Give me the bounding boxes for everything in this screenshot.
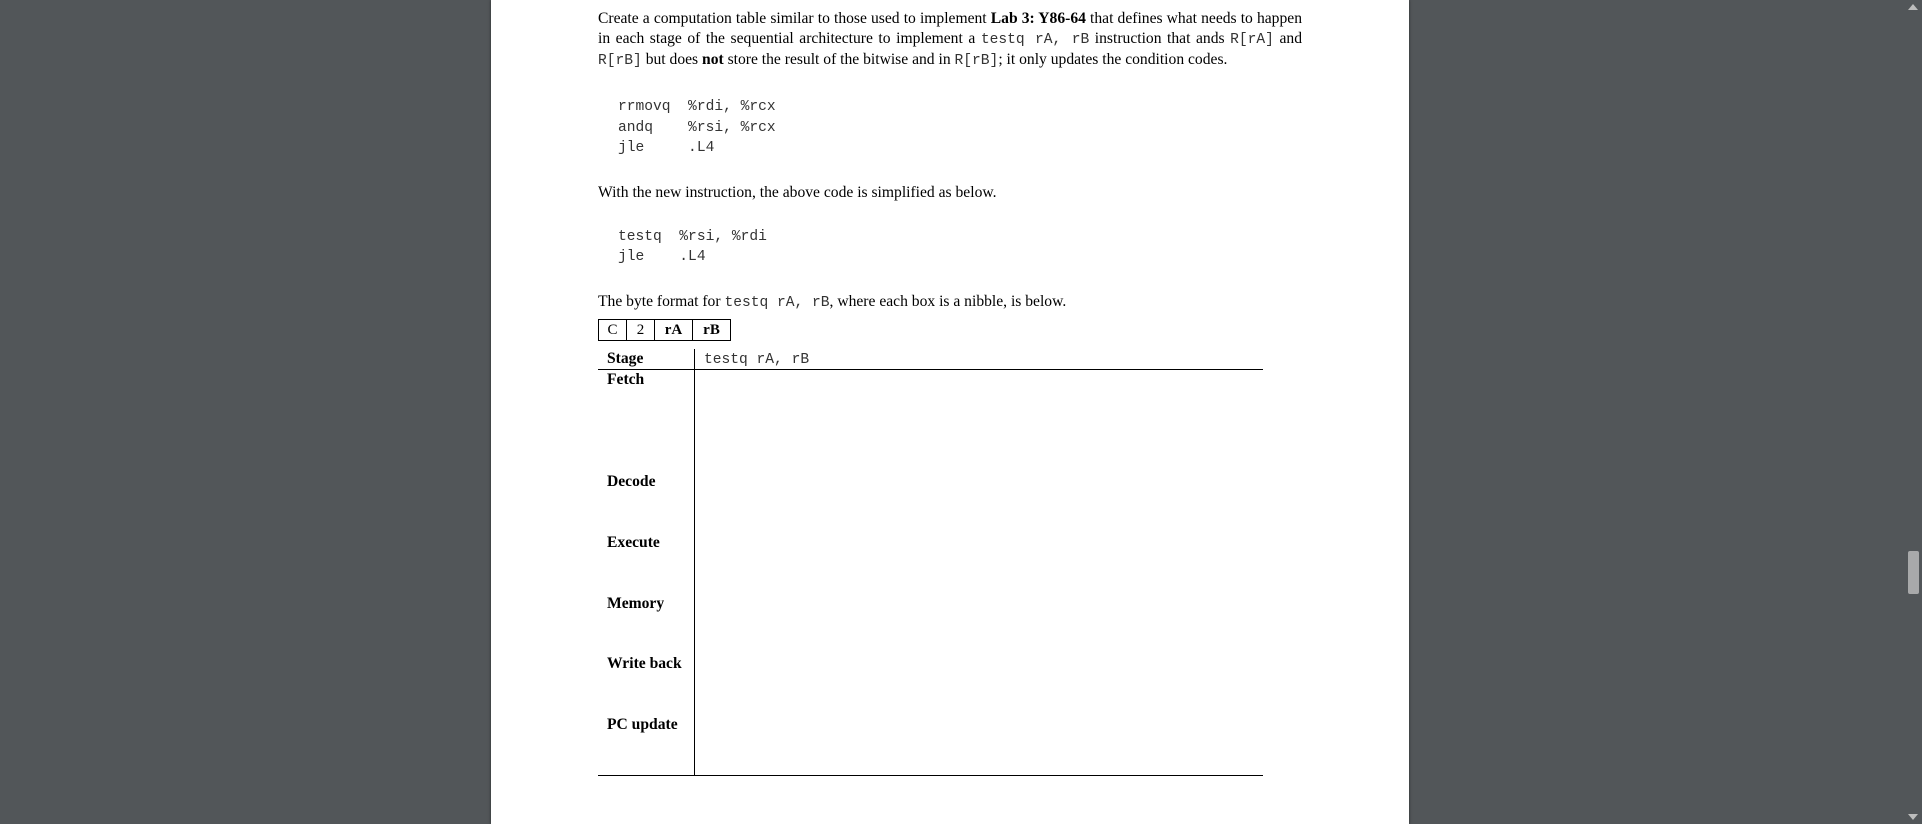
page-content [598,9,1302,785]
text-span: that defines what needs to happen in each stage of the sequential architecture to implement a [598,10,1302,47]
stage-pc-update: PC update [607,715,678,733]
stage-memory: Memory [607,594,665,612]
table-column-divider [694,349,695,776]
code-line: andq %rsi, %rcx [618,119,776,136]
code-block-original [618,97,1302,159]
code-line: testq %rsi, %rdi [618,228,767,245]
nibble-box-ifun: 2 [626,319,655,341]
inline-code-instruction: testq rA, rB [980,32,1090,48]
text-span: store the result of the bitwise and in [723,51,955,68]
stage-write-back: Write back [607,654,682,672]
code-line: rrmovq %rdi, %rcx [618,99,776,115]
stage-column-header: Stage [607,349,644,367]
scroll-up-icon[interactable] [1908,4,1918,10]
byte-format-paragraph [598,292,1302,313]
text-span: and [1273,30,1302,47]
intro-paragraph [598,9,1302,71]
nibble-box-rb: rB [692,319,731,341]
code-line: jle .L4 [618,249,706,265]
table-header-rule [598,369,1263,370]
stage-decode: Decode [607,472,656,490]
inline-code-instruction: testq rA, rB [724,294,830,311]
nibble-box-ra: rA [654,319,693,341]
text-span: instruction that ands [1089,30,1231,47]
instruction-column-header: testq rA, rB [704,351,810,368]
byte-format-boxes [598,319,1302,341]
code-line: jle .L4 [618,140,715,156]
text-span: , where each box is a nibble, is below. [829,292,1067,310]
scrollbar-thumb[interactable] [1908,551,1919,594]
stage-execute: Execute [607,533,660,551]
vertical-scrollbar[interactable] [1905,0,1922,824]
text-span: ; it only updates the condition codes. [998,51,1228,68]
code-block-simplified [618,227,1302,268]
simplified-paragraph: With the new instruction, the above code is simplified as below. [598,183,997,201]
computation-table [598,349,1263,785]
text-span: The byte format for [598,292,725,310]
not-emphasis: not [702,51,724,68]
inline-code-rb: R[rB] [598,53,642,69]
text-span: Create a computation table similar to those used to implement [598,10,991,27]
scroll-down-icon[interactable] [1908,814,1918,820]
text-span: but does [641,51,703,68]
stage-fetch: Fetch [607,370,645,388]
document-page [491,0,1409,824]
lab-reference: Lab 3: Y86-64 [990,10,1086,27]
nibble-box-icode: C [598,319,627,341]
inline-code-ra: R[rA] [1230,32,1274,48]
inline-code-rb: R[rB] [954,53,999,69]
table-bottom-rule [598,775,1263,776]
